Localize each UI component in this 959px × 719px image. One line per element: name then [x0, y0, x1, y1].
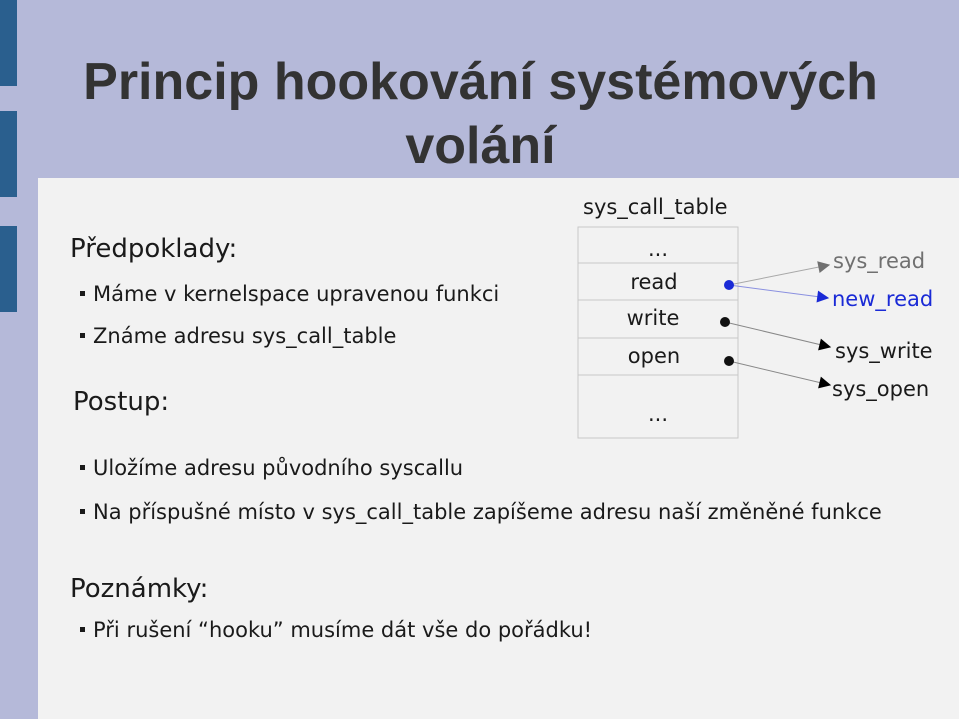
slide-title: Princip hookování systémových volání	[83, 53, 878, 175]
bullet-text: Při rušení “hooku” musíme dát vše do pořádku!	[93, 618, 593, 642]
bullet-text: Známe adresu sys_call_table	[93, 324, 397, 348]
pointer-hooked-read	[729, 285, 828, 298]
bullet-text: Na příspušné místo v sys_call_table zapíšeme adresu naší změněné funkce	[93, 500, 882, 524]
heading-postup: Postup:	[73, 387, 170, 417]
table-cell-read: read	[630, 270, 678, 294]
table-label: sys_call_table	[583, 195, 728, 219]
table-cell-ellipsis-top: ...	[647, 237, 669, 261]
bullet-text: Uložíme adresu původního syscallu	[93, 456, 464, 480]
bullet-text: Máme v kernelspace upravenou funkci	[93, 282, 500, 306]
pointer-original-read	[729, 265, 829, 285]
heading-predpoklady: Předpoklady:	[70, 234, 238, 264]
table-cell-ellipsis-bottom: ...	[647, 402, 669, 426]
pointer-write	[725, 322, 830, 347]
heading-poznamky: Poznámky:	[70, 574, 209, 604]
pointer-open	[729, 361, 830, 385]
target-sys-open: sys_open	[832, 377, 930, 401]
table-cell-write: write	[626, 306, 680, 330]
target-sys-read: sys_read	[833, 249, 926, 273]
target-new-read: new_read	[832, 287, 934, 311]
table-cell-open: open	[627, 344, 681, 368]
target-sys-write: sys_write	[835, 339, 933, 363]
